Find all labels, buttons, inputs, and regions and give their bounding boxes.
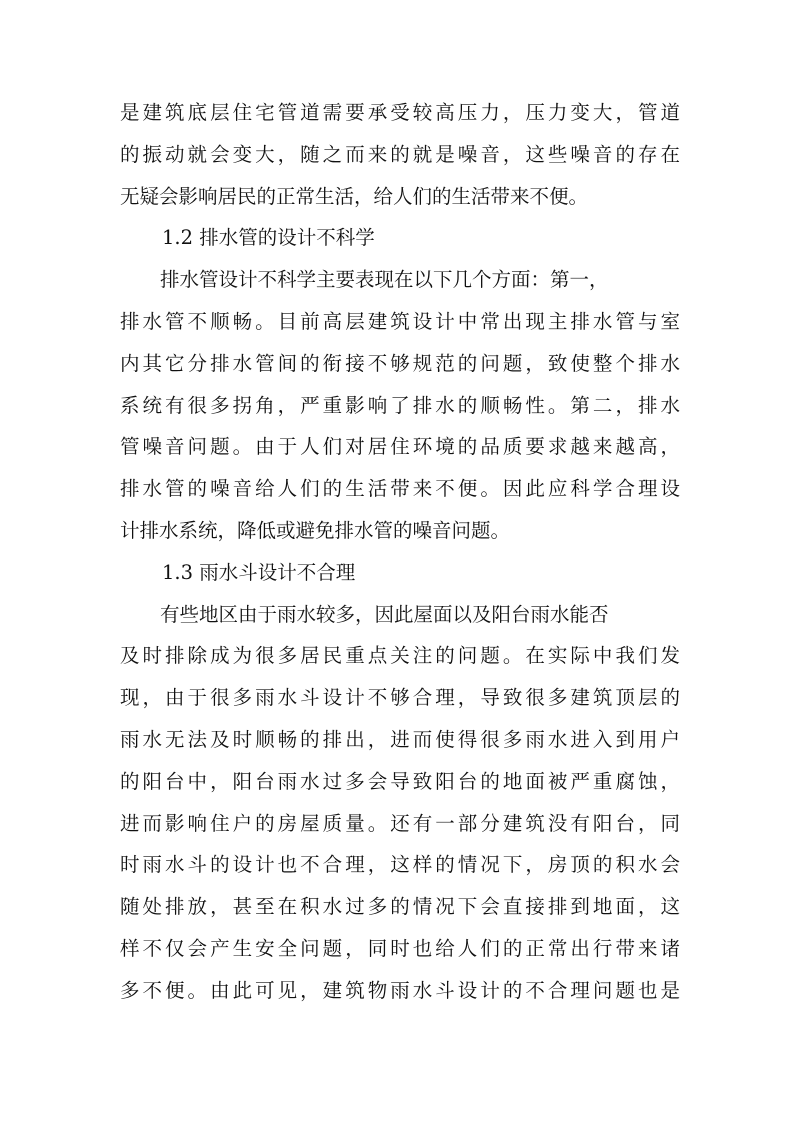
paragraph-line: 雨水无法及时顺畅的排出，进而使得很多雨水进入到用户 [120,727,680,751]
paragraph-line: 排水管不顺畅。目前高层建筑设计中常出现主排水管与室 [120,309,680,333]
paragraph-line: 无疑会影响居民的正常生活，给人们的生活带来不便。 [120,184,589,208]
paragraph-line: 及时排除成为很多居民重点关注的问题。在实际中我们发 [120,644,680,668]
paragraph-line: 的阳台中，阳台雨水过多会导致阳台的地面被严重腐蚀， [120,769,680,793]
paragraph-line: 排水管的噪音给人们的生活带来不便。因此应科学合理设 [120,477,680,501]
paragraph-first-line: 有些地区由于雨水较多，因此屋面以及阳台雨水能否 [160,602,609,626]
paragraph-first-line: 排水管设计不科学主要表现在以下几个方面：第一， [160,268,609,292]
paragraph-line: 随处排放，甚至在积水过多的情况下会直接排到地面，这 [120,895,680,919]
paragraph-line: 的振动就会变大，随之而来的就是噪音，这些噪音的存在 [120,142,680,166]
section-heading: 1.2 排水管的设计不科学 [162,226,375,250]
paragraph-line: 系统有很多拐角，严重影响了排水的顺畅性。第二，排水 [120,393,680,417]
body-text [120,92,680,1012]
paragraph-line: 时雨水斗的设计也不合理，这样的情况下，房顶的积水会 [120,853,680,877]
paragraph-line: 现，由于很多雨水斗设计不够合理，导致很多建筑顶层的 [120,686,680,710]
paragraph-line: 是建筑底层住宅管道需要承受较高压力，压力变大，管道 [120,101,680,124]
paragraph-line: 计排水系统，降低或避免排水管的噪音问题。 [120,518,511,542]
paragraph-line: 进而影响住户的房屋质量。还有一部分建筑没有阳台，同 [120,811,680,835]
section-heading: 1.3 雨水斗设计不合理 [162,560,356,584]
paragraph-line: 多不便。由此可见，建筑物雨水斗设计的不合理问题也是 [120,978,680,1002]
paragraph-line: 样不仅会产生安全问题，同时也给人们的正常出行带来诸 [120,936,680,960]
paragraph-line: 内其它分排水管间的衔接不够规范的问题，致使整个排水 [120,351,680,375]
paragraph-line: 管噪音问题。由于人们对居住环境的品质要求越来越高， [120,435,680,459]
